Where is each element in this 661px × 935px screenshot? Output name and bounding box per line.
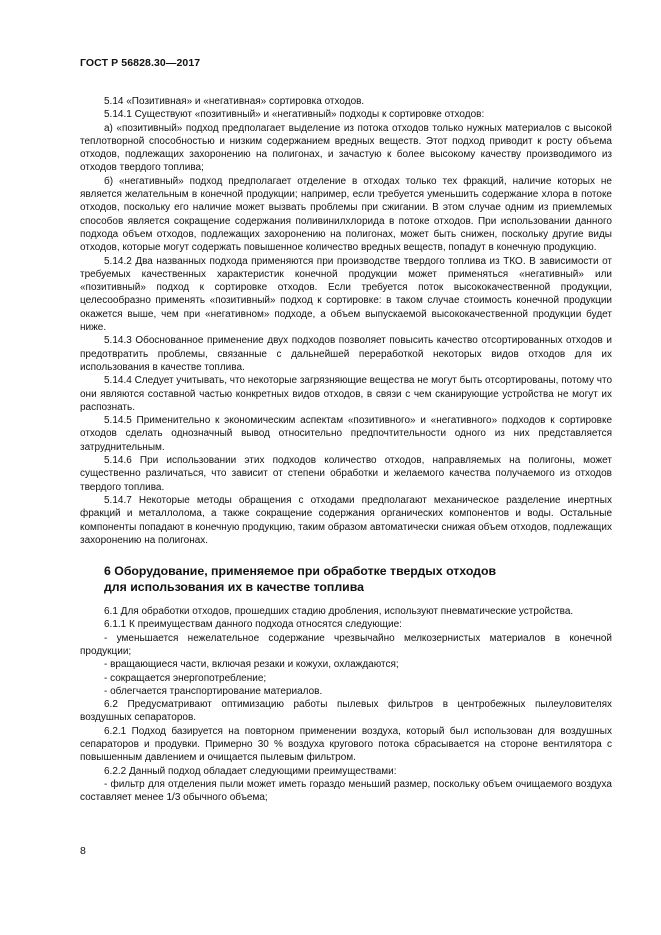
paragraph-5-14: 5.14 «Позитивная» и «негативная» сортировка отходов. [104,96,365,107]
section-6-heading-line1: 6 Оборудование, применяемое при обработке твердых отходов [104,564,497,579]
paragraph-6-2: 6.2 Предусматривают оптимизацию работы пылевых фильтров в центробежных пылеуловителях воздушных сепараторов. [80,699,612,724]
list-item-6-1-1-c: - сокращается энергопотребление; [104,672,267,684]
page-number: 8 [80,845,86,857]
list-item-6-1-1-b: - вращающиеся части, включая резаки и кожухи, охлаждаются; [104,659,399,671]
document-header-code: ГОСТ Р 56828.30—2017 [80,57,201,69]
paragraph-5-14-3: 5.14.3 Обоснованное применение двух подходов позволяет повысить качество отсортированных отходов и предотвратить проблемы, связанные с дальнейшей переработкой некоторых видов отходов для их использования в качестве топлива. [80,335,612,373]
paragraph-5-14-4: 5.14.4 Следует учитывать, что некоторые загрязняющие вещества не могут быть отсортированы, потому что они являются составной частью конкретных видов отходов, в связи с чем сканирующие устройства не могут их распознать. [80,375,612,413]
paragraph-5-14-5: 5.14.5 Применительно к экономическим аспектам «позитивного» и «негативного» подходов к сортировке отходов сделать однозначный вывод относительно предпочтительности одного из них представляется затруднительным. [80,415,612,453]
section-6-heading [80,563,612,595]
document-body [80,95,612,805]
section-6-heading-line2: для использования их в качестве топлива [104,580,364,595]
paragraph-6-1-1: 6.1.1 К преимуществам данного подхода относятся следующие: [104,619,402,631]
paragraph-5-14-6: 5.14.6 При использовании этих подходов количество отходов, направляемых на полигоны, может существенно различаться, что зависит от степени обработки и желаемого качества получаемого из отходов твердого топлива. [80,455,612,493]
paragraph-5-14-1: 5.14.1 Существуют «позитивный» и «негативный» подходы к сортировке отходов: [104,109,485,121]
list-item-6-1-1-a: - уменьшается нежелательное содержание чрезвычайно мелкозернистых материалов в конечной продукции; [80,632,612,657]
paragraph-5-14-1-b: б) «негативный» подход предполагает отделение в отходах только тех фракций, наличие которых не является желательным в конечной продукции; например, если требуется уменьшить содержание хлора в потоке отходов, поскольку его наличие может вызвать проблемы при сжигании. В этом случае одним из приемлемых способов является сокращение содержания поливинилхлорида в потоке отходов. При использовании данного подхода объем отходов, подлежащих захоронению на полигонах, может быть снижен, поскольку другие виды отходов, которые могут содержать повышенное количество вредных веществ, попадут в конечную продукцию. [80,175,612,254]
paragraph-6-2-1: 6.2.1 Подход базируется на повторном применении воздуха, который был использован для воздушных сепараторов и продувки. Примерно 30 % воздуха кругового потока сбрасывается на стороне вентилятора с повышенным давлением и очищается пылевым фильтром. [80,725,612,764]
paragraph-6-2-2: 6.2.2 Данный подход обладает следующими преимуществами: [104,765,397,777]
paragraph-5-14-2: 5.14.2 Два названных подхода применяются при производстве твердого топлива из ТКО. В зависимости от требуемых качественных характеристик конечной продукции может применяться «негативный» или «позитивный» подход к сортировке отходов. Если требуется поток высококачественной продукции, целесообразно применять «позитивный» подход к сортировке: в таком случае стоимость конечной продукции окажется выше, чем при «негативном» подходе, а объем выпускаемой высококачественной продукции будет ниже. [80,255,612,334]
list-item-6-2-2-a: - фильтр для отделения пыли может иметь гораздо меньший размер, поскольку объем очищаемого воздуха составляет менее 1/3 обычного объема; [80,778,612,804]
paragraph-5-14-7: 5.14.7 Некоторые методы обращения с отходами предполагают механическое разделение инертных фракций и металлолома, а также сокращение содержания органических компонентов и воды. Остальные компоненты попадают в конечную продукцию, таким образом автоматически снижая объем отходов, подлежащих захоронению на полигонах. [80,494,612,546]
list-item-6-1-1-d: - облегчается транспортирование материалов. [104,685,323,697]
paragraph-6-1: 6.1 Для обработки отходов, прошедших стадию дробления, используют пневматические устройства. [104,606,574,618]
paragraph-5-14-1-a: а) «позитивный» подход предполагает выделение из потока отходов только нужных материалов с высокой теплотворной способностью и низким содержанием вредных веществ. Этот подход приводит к росту объема отходов, подлежащих захоронению на полигонах, и зачастую к более высокому качеству производимого из отходов твердого топлива; [80,122,612,174]
